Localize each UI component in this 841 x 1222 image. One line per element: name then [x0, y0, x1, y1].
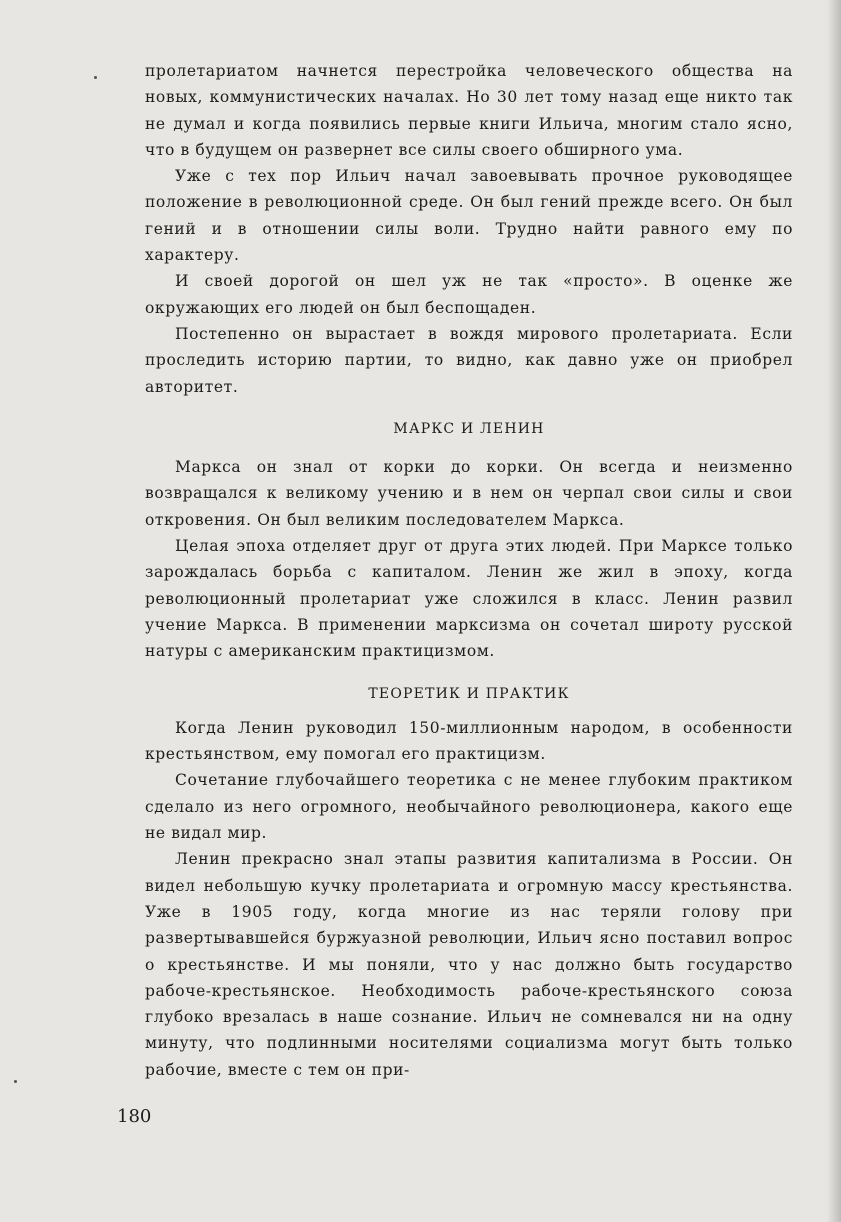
paragraph: Сочетание глубочайшего теоретика с не менее глубоким практиком сделало из него огромного, необычайного революционера, какого еще не видал мир.	[145, 771, 793, 843]
paragraph: Целая эпоха отделяет друг от друга этих людей. При Марксе только зарождалась борьба с капиталом. Ленин же жил в эпоху, когда революционный пролетариат уже сложился в класс. Ленин развил учение Маркса. В применении марксизма он сочетал широту русской натуры с американским практицизмом.	[145, 537, 793, 661]
paragraph: Уже с тех пор Ильич начал завоевывать прочное руководящее положение в революционной среде. Он был гений прежде всего. Он был гений и в отношении силы воли. Трудно найти равного ему по характеру.	[145, 167, 793, 265]
paragraph: Ленин прекрасно знал этапы развития капитализма в России. Он видел небольшую кучку пролетариата и огромную массу крестьянства. Уже в 1905 году, когда многие из нас теряли голову при развертывавшейся буржуазной революции, Ильич ясно поставил вопрос о крестьянстве. И мы поняли, что у нас должно быть государство рабоче-крестьянское. Необходимость рабоче-крестьянского союза глубоко врезалась в наше сознание. Ильич не сомневался ни на одну минуту, что подлинными носителями социализма могут быть только рабочие, вместе с тем он при-	[145, 850, 793, 1079]
paragraph: пролетариатом начнется перестройка человеческого общества на новых, коммунистических началах. Но 30 лет тому назад еще никто так не думал и когда появились первые книги Ильича, многим стало ясно, что в будущем он развернет все силы своего обширного ума.	[145, 62, 793, 159]
scan-speck	[94, 76, 97, 79]
page-number: 180	[117, 1106, 152, 1127]
section-heading-theorist-practitioner: ТЕОРЕТИК И ПРАКТИК	[368, 685, 570, 702]
body-text	[145, 58, 793, 1083]
paragraph: Постепенно он вырастает в вождя мирового пролетариата. Если проследить историю партии, то видно, как давно уже он приобрел авторитет.	[145, 324, 793, 396]
section-heading-marx-lenin: МАРКС И ЛЕНИН	[393, 420, 545, 437]
paragraph: Маркса он знал от корки до корки. Он всегда и неизменно возвращался к великому учению и в нем он черпал свои силы и свои откровения. Он был великим последователем Маркса.	[145, 458, 793, 529]
paragraph: Когда Ленин руководил 150-миллионным народом, в особенности крестьянством, ему помогал его практицизм.	[145, 718, 793, 764]
page-edge-shadow	[827, 0, 841, 1222]
scan-speck	[14, 1080, 17, 1083]
paragraph: И своей дорогой он шел уж не так «просто». В оценке же окружающих его людей он был беспощаден.	[145, 272, 793, 317]
